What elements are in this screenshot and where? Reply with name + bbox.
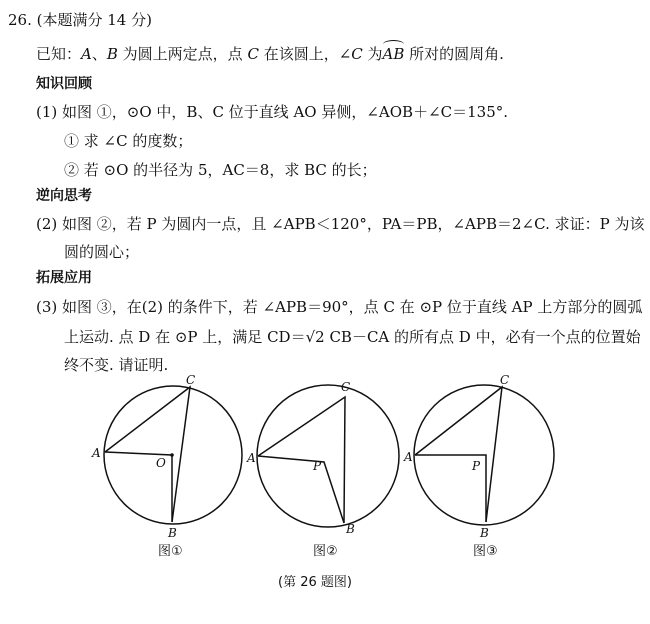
given-point-a: A [81,45,92,63]
figure-2-caption: 图② [313,544,338,559]
figure-3 [414,385,554,525]
given-text-3: 为 [362,45,383,63]
figure-1-label-o: O [156,456,166,470]
given-arc-ab: AB [382,45,405,63]
figure-3-label-b: B [480,526,489,540]
figure-group-caption: (第 26 题图) [278,575,352,590]
figure-2-label-b: B [346,522,355,536]
given-text-4: 所对的圆周角. [404,45,504,63]
figure-3-label-p: P [472,459,481,473]
given-prefix: 已知： [36,45,82,63]
given-text-1: 为圆上两定点，点 [117,45,248,63]
part2-line1: (2) 如图 ②，若 P 为圆内一点，且 ∠APB＜120°，PA＝PB，∠APB＝2∠C. 求证：P 为该 [36,215,645,233]
section-title-reverse: 逆向思考 [36,188,92,204]
figure-1-label-c: C [186,373,196,387]
figure-3-label-c: C [500,373,510,387]
given-point-b: B [106,45,118,63]
part3-line1: (3) 如图 ③，在(2) 的条件下，若 ∠APB＝90°，点 C 在 ⊙P 位于直线 AP 上方部分的圆弧 [36,298,643,316]
given-text-2: 在该圆上，∠ [258,45,352,63]
figure-2-label-p: P [313,459,322,473]
question-score: (本题满分 14 分) [36,11,152,29]
figure-2-segments [258,456,344,523]
figure-2-label-c: C [341,380,351,394]
question-number: 26. [8,11,32,29]
part1-text: (1) 如图 ①，⊙O 中，B、C 位于直线 AO 异侧，∠AOB＋∠C＝135°. [36,103,509,121]
given-angle-c: C [351,45,363,63]
figure-1-label-b: B [168,526,177,540]
figure-2-label-a: A [247,451,256,465]
part3-line3: 终不变. 请证明. [64,356,169,374]
section-title-extension: 拓展应用 [36,270,92,286]
section-title-review: 知识回顾 [36,76,92,92]
figure-2-circle [257,385,399,527]
figure-1-label-a: A [92,446,101,460]
figure-1-center-dot [170,453,174,457]
figure-2 [257,385,399,527]
part1-sub2: ② 若 ⊙O 的半径为 5，AC＝8，求 BC 的长； [64,161,377,179]
given-point-c: C [247,45,259,63]
part2-line2: 圆的圆心； [64,243,140,261]
part3-line2: 上运动. 点 D 在 ⊙P 上，满足 CD＝√2 CB－CA 的所有点 D 中，必有一个点的位置始 [64,328,641,346]
given-separator: 、 [91,45,107,63]
figure-1-caption: 图① [158,544,183,559]
figure-3-label-a: A [404,450,413,464]
figure-3-caption: 图③ [473,544,498,559]
part1-sub1: ① 求 ∠C 的度数； [64,132,193,150]
